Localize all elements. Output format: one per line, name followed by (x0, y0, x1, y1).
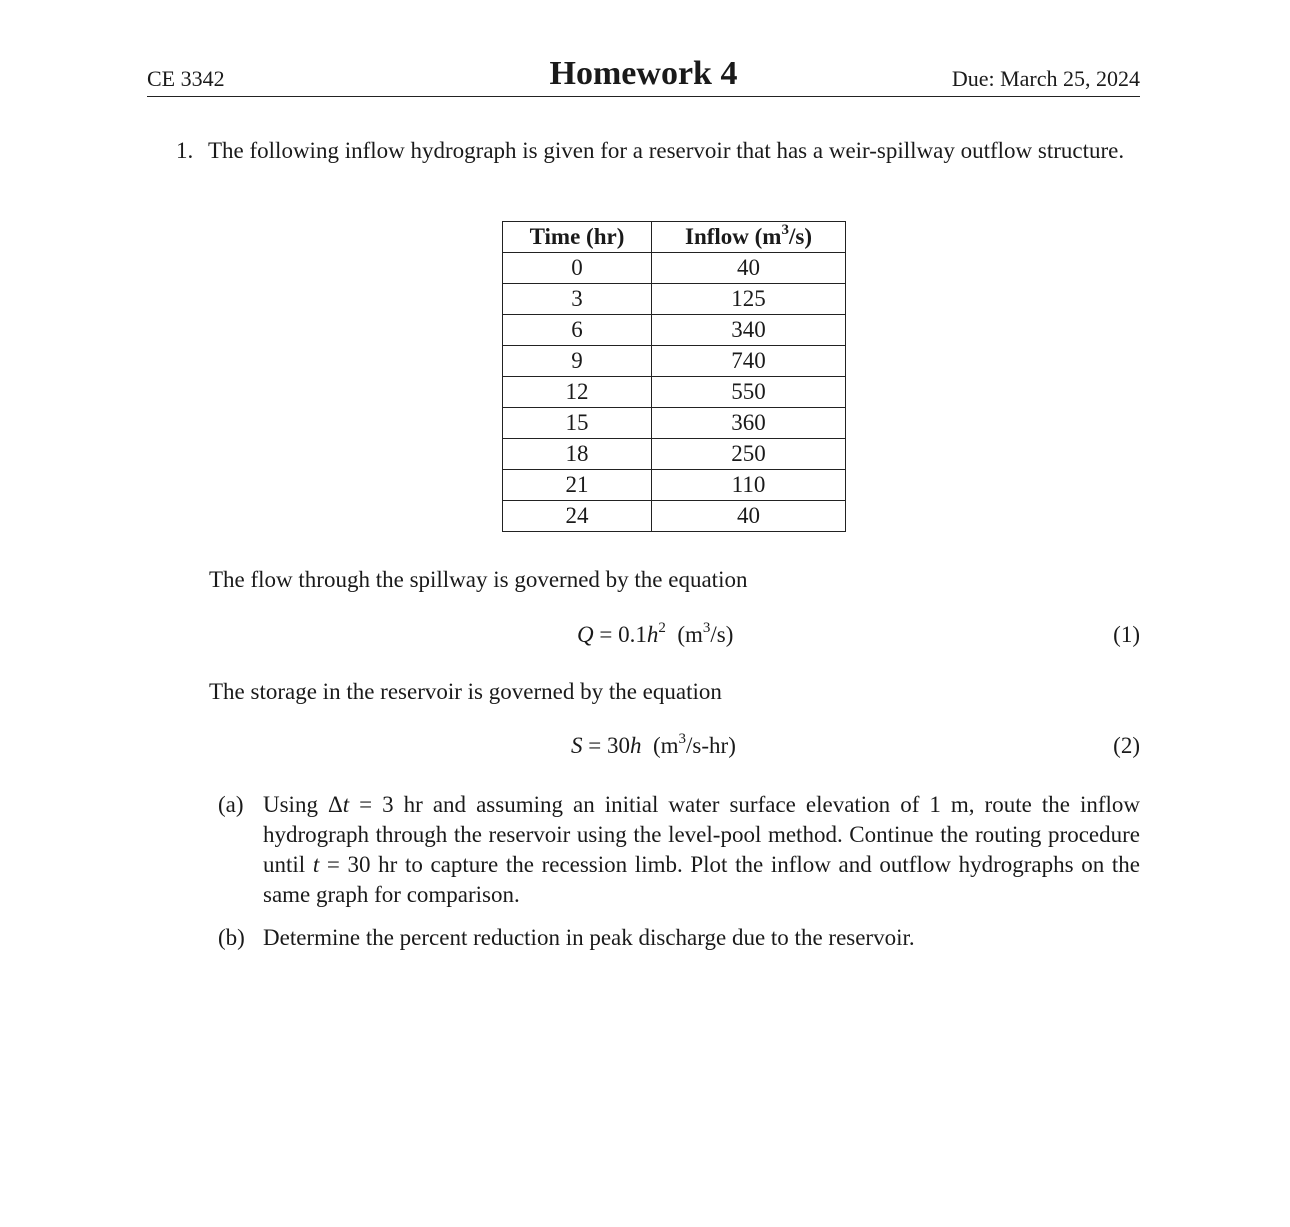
table-row (503, 439, 846, 470)
table-body (503, 253, 846, 532)
equation-2-number: (2) (1113, 733, 1140, 758)
inflow-cell: 360 (652, 408, 846, 439)
equation-1-number: (1) (1113, 622, 1140, 647)
inflow-cell: 125 (652, 284, 846, 315)
page-title: Homework 4 (549, 55, 738, 92)
time-cell: 15 (503, 408, 652, 439)
due-date: Due: March 25, 2024 (951, 66, 1140, 91)
question-number: 1. (176, 138, 194, 163)
table-row (503, 253, 846, 284)
inflow-cell: 250 (652, 439, 846, 470)
time-cell: 9 (503, 346, 652, 377)
equation-2: S = 30h $(m^3/s-hr)$ (571, 731, 736, 758)
inflow-column-header: Inflow $(m^3/s)$ (652, 222, 846, 253)
inflow-cell: 40 (652, 253, 846, 284)
time-cell: 18 (503, 439, 652, 470)
time-cell: 0 (503, 253, 652, 284)
time-column-header: Time (hr) (503, 222, 652, 253)
table-row (503, 470, 846, 501)
table-row (503, 346, 846, 377)
part-b-label: (b) (218, 925, 245, 950)
course-code: CE 3342 (147, 66, 225, 91)
part-a-text: Using Δt = 3 hr and assuming an initial water surface elevation of 1 m, route the inflow hydrograph through the reservoir using the level-pool method. Continue the routing procedure until t = 30 hr to capture the recession limb. Plot the inflow and outflow hydrographs on the same graph for comparison. (263, 792, 1140, 907)
time-cell: 12 (503, 377, 652, 408)
inflow-cell: 40 (652, 501, 846, 532)
question-intro: The following inflow hydrograph is given for a reservoir that has a weir-spillway outflow structure. (208, 138, 1125, 163)
part-b-text: Determine the percent reduction in peak discharge due to the reservoir. (263, 925, 915, 950)
inflow-cell: 340 (652, 315, 846, 346)
inflow-cell: 550 (652, 377, 846, 408)
inflow-hydrograph-table (502, 221, 846, 532)
table-header-row (503, 222, 846, 253)
storage-text: The storage in the reservoir is governed by the equation (209, 679, 722, 704)
spillway-text: The flow through the spillway is governed by the equation (209, 567, 748, 592)
time-cell: 21 (503, 470, 652, 501)
table-row (503, 284, 846, 315)
part-a-label: (a) (218, 792, 244, 817)
time-cell: 3 (503, 284, 652, 315)
table-row (503, 315, 846, 346)
table-row (503, 377, 846, 408)
inflow-cell: 740 (652, 346, 846, 377)
inflow-cell: 110 (652, 470, 846, 501)
equation-1: $Q = 0.1h^2$ $(m^3/s)$ (577, 620, 734, 647)
page-header (147, 52, 1140, 97)
table-row (503, 501, 846, 532)
time-cell: 6 (503, 315, 652, 346)
time-cell: 24 (503, 501, 652, 532)
table-row (503, 408, 846, 439)
